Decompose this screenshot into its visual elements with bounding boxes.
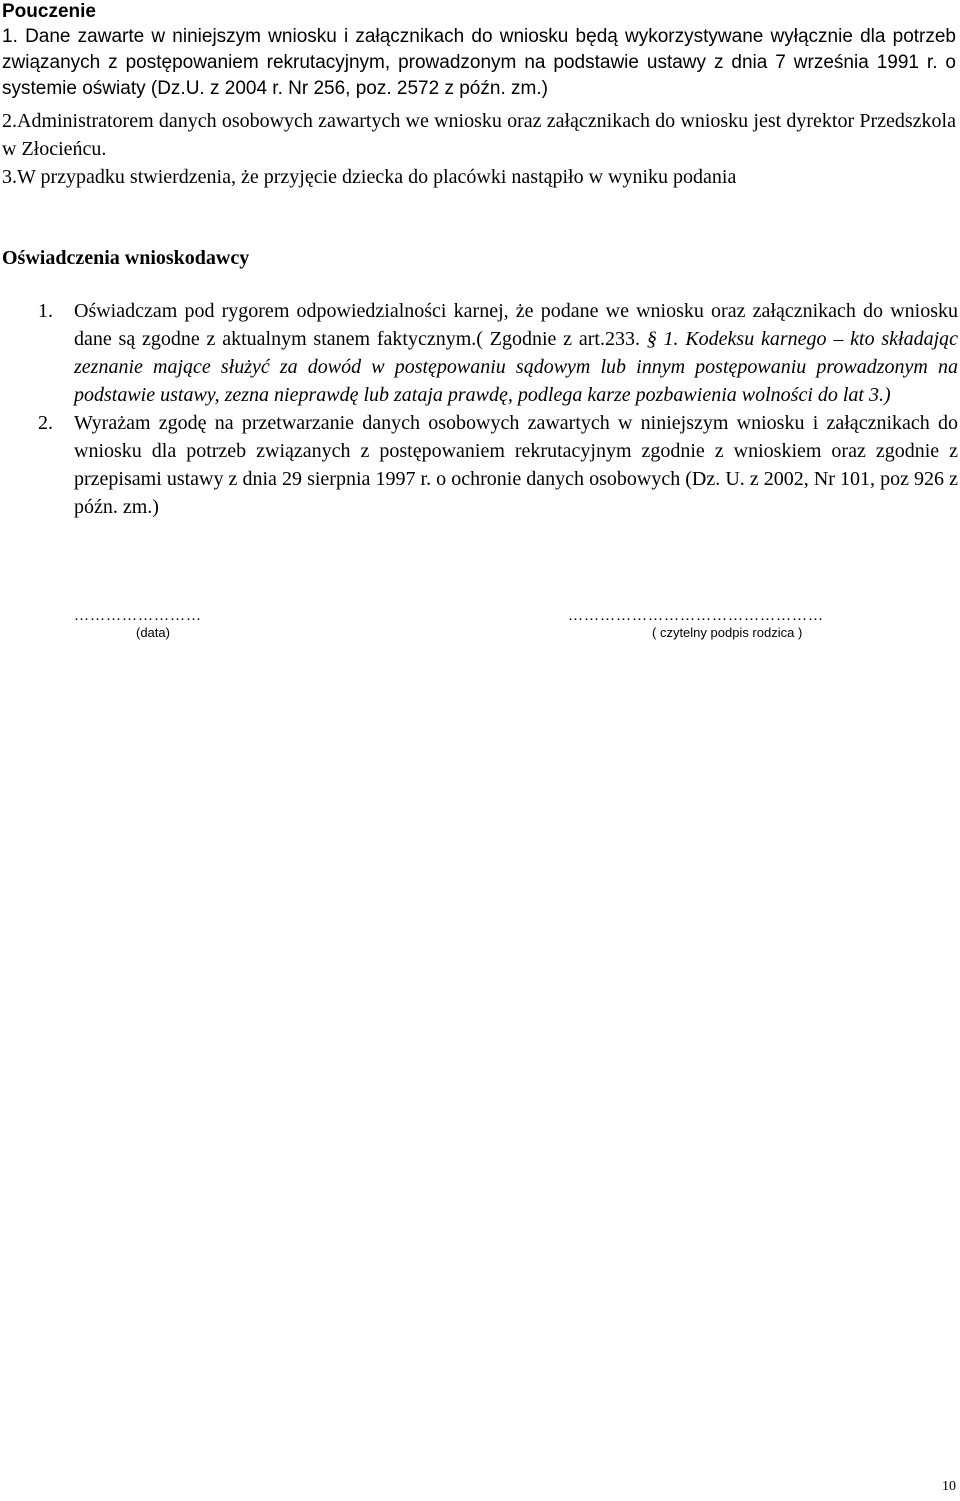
notice-item-3 [2,163,956,191]
declaration-item-1-text: Oświadczam pod rygorem odpowiedzialności karnej, że podane we wniosku oraz załącznikach do wniosku dane są zgodne z aktualnym stanem faktycznym.( Zgodnie z art.233. [74,300,958,350]
declaration-item-2-text: Wyrażam zgodę na przetwarzanie danych osobowych zawartych w niniejszym wniosku i załącznikach do wniosku dla potrzeb związanych z postępowaniem rekrutacyjnym zgodnie z wnioskiem oraz zgodnie z przepisami ustawy z dnia 29 sierpnia 1997 r. o ochronie danych osobowych (Dz. U. z 2002, Nr 101, poz 926 z późn. zm.) [74,412,958,518]
signature-label: ( czytelny podpis rodzica ) [652,625,803,640]
date-line: …………………… [74,608,202,624]
declaration-item-1 [2,297,958,409]
signature-line: ………………………………………… [568,608,824,624]
notice-item-1-text: Dane zawarte w niniejszym wniosku i załącznikach do wniosku będą wykorzystywane wyłącznie dla potrzeb związanych z postępowaniem rekrutacyjnym, prowadzonym na podstawie ustawy z dnia 7 września 1991 r. o systemie oświaty (Dz.U. z 2004 r. Nr 256, poz. 2572 z późn. zm.) [2,26,956,99]
date-label: (data) [136,625,170,640]
declaration-item-1-number: 1. [38,300,53,322]
section-sign: § [646,328,657,350]
declaration-item-2-number: 2. [38,412,53,434]
notice-item-2 [2,107,956,163]
notice-item-3-text: W przypadku stwierdzenia, że przyjęcie dziecka do placówki nastąpiło w wyniku podania [17,166,737,188]
declaration-item-2 [2,409,958,521]
page-number: 10 [942,1479,956,1494]
declarations-list [2,297,958,521]
notice-item-1-number: 1. [2,26,18,47]
declaration-item-1-citation: 1. Kodeksu karnego – kto składając zeznanie mające służyć za dowód w postępowaniu sądowym lub innym postępowaniu prowadzonym na podstawie ustawy, zezna nieprawdę lub zataja prawdę, podlega karze pozbawienia wolności do lat 3.) [74,328,959,406]
notice-item-3-number: 3. [2,166,17,188]
notice-item-2-text: Administratorem danych osobowych zawartych we wniosku oraz załącznikach do wniosku jest dyrektor Przedszkola w Złocieńcu. [2,110,956,160]
notice-item-1 [2,24,956,102]
heading-pouczenie: Pouczenie [2,1,96,22]
notice-item-2-number: 2. [2,110,17,132]
declarations-title: Oświadczenia wnioskodawcy [2,247,250,269]
